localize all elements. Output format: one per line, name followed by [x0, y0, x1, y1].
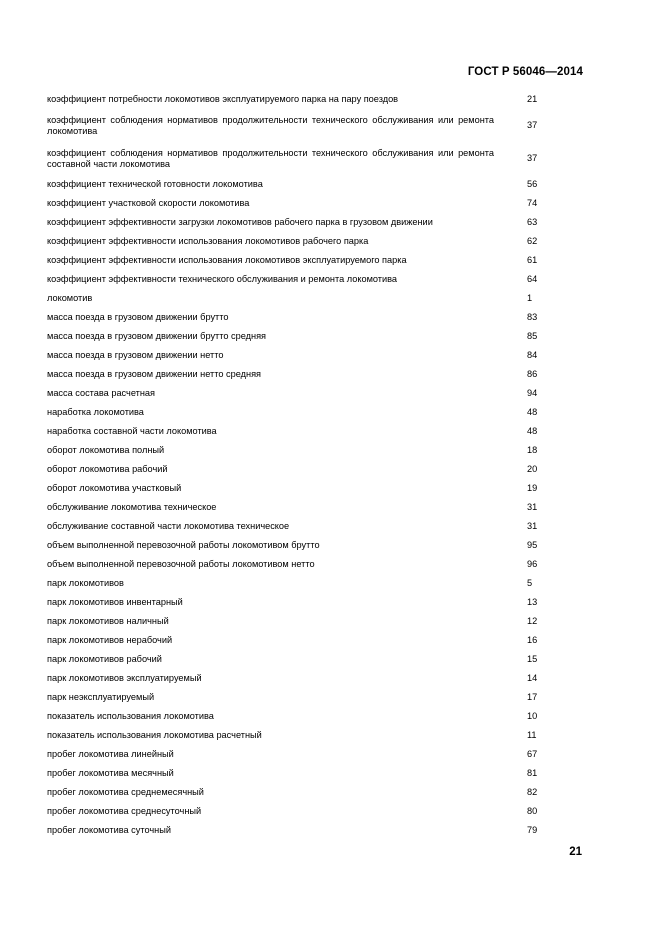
index-term: наработка локомотива	[47, 407, 144, 417]
term-number: 13	[527, 597, 538, 607]
index-term: парк локомотивов эксплуатируемый	[47, 673, 202, 683]
term-number: 10	[527, 711, 538, 721]
index-term: показатель использования локомотива расчетный	[47, 730, 262, 740]
index-term: масса поезда в грузовом движении нетто средняя	[47, 369, 262, 379]
index-term: коэффициент участковой скорости локомотива	[47, 198, 250, 208]
term-number: 84	[527, 350, 538, 360]
index-entry	[47, 498, 547, 517]
index-entry	[47, 441, 547, 460]
index-entry	[47, 422, 547, 441]
term-number: 12	[527, 616, 538, 626]
index-term: коэффициент потребности локомотивов эксплуатируемого парка на пару поездов	[47, 94, 399, 104]
term-number: 1	[527, 293, 533, 303]
index-term: пробег локомотива линейный	[47, 749, 174, 759]
index-term: парк локомотивов рабочий	[47, 654, 162, 664]
index-term: объем выполненной перевозочной работы локомотивом нетто	[47, 559, 315, 569]
index-term: обслуживание локомотива техническое	[47, 502, 217, 512]
term-number: 85	[527, 331, 538, 341]
index-term: показатель использования локомотива	[47, 711, 214, 721]
term-number: 96	[527, 559, 538, 569]
index-entry	[47, 232, 547, 251]
term-number: 74	[527, 198, 538, 208]
term-number: 67	[527, 749, 538, 759]
term-number: 11	[527, 730, 537, 740]
index-term: масса поезда в грузовом движении брутто	[47, 312, 229, 322]
index-entry	[47, 109, 547, 142]
index-entry	[47, 821, 547, 840]
index-term: коэффициент эффективности технического обслуживания и ремонта локомотива	[47, 274, 398, 284]
term-number: 15	[527, 654, 538, 664]
index-term: парк локомотивов	[47, 578, 124, 588]
term-number: 80	[527, 806, 538, 816]
index-term: масса поезда в грузовом движении нетто	[47, 350, 224, 360]
index-term: оборот локомотива рабочий	[47, 464, 168, 474]
index-term: парк локомотивов инвентарный	[47, 597, 183, 607]
index-term: парк локомотивов нерабочий	[47, 635, 173, 645]
term-number: 86	[527, 369, 538, 379]
index-entry	[47, 327, 547, 346]
index-entry	[47, 802, 547, 821]
index-entry	[47, 593, 547, 612]
index-entry	[47, 517, 547, 536]
term-number: 48	[527, 407, 538, 417]
index-term: пробег локомотива суточный	[47, 825, 171, 835]
term-number: 81	[527, 768, 538, 778]
term-number: 17	[527, 692, 538, 702]
term-number: 62	[527, 236, 538, 246]
index-term: объем выполненной перевозочной работы локомотивом брутто	[47, 540, 320, 550]
index-entry	[47, 479, 547, 498]
index-term: масса поезда в грузовом движении брутто средняя	[47, 331, 267, 341]
index-term: локомотив	[47, 293, 93, 303]
index-term: пробег локомотива месячный	[47, 768, 174, 778]
index-entry	[47, 403, 547, 422]
index-entry	[47, 90, 547, 109]
term-number: 79	[527, 825, 538, 835]
term-number: 21	[527, 94, 538, 104]
term-number: 94	[527, 388, 538, 398]
index-entry	[47, 555, 547, 574]
index-term: коэффициент эффективности использования локомотивов эксплуатируемого парка	[47, 255, 407, 265]
term-number: 63	[527, 217, 538, 227]
term-number: 48	[527, 426, 538, 436]
index-entry	[47, 783, 547, 802]
term-number: 31	[527, 521, 538, 531]
index-term: пробег локомотива среднесуточный	[47, 806, 202, 816]
index-term: коэффициент технической готовности локомотива	[47, 179, 263, 189]
index-term: обслуживание составной части локомотива техническое	[47, 521, 290, 531]
term-number: 37	[527, 153, 538, 163]
index-entry	[47, 669, 547, 688]
index-entry	[47, 612, 547, 631]
index-term: парк неэксплуатируемый	[47, 692, 155, 702]
index-entry	[47, 707, 547, 726]
index-entry	[47, 346, 547, 365]
index-term: коэффициент соблюдения нормативов продолжительности технического обслуживания или ремонта локомотива	[47, 114, 494, 136]
index-entry	[47, 270, 547, 289]
index-term: наработка составной части локомотива	[47, 426, 217, 436]
index-term: парк локомотивов наличный	[47, 616, 169, 626]
index-entry	[47, 688, 547, 707]
term-number: 37	[527, 120, 538, 130]
index-term: пробег локомотива среднемесячный	[47, 787, 204, 797]
index-entry	[47, 194, 547, 213]
index-term: оборот локомотива полный	[47, 445, 165, 455]
index-entry	[47, 764, 547, 783]
page-number: 21	[569, 846, 582, 858]
index-entry	[47, 745, 547, 764]
term-number: 64	[527, 274, 538, 284]
index-term: масса состава расчетная	[47, 388, 155, 398]
index-entry	[47, 726, 547, 745]
term-number: 14	[527, 673, 538, 683]
index-entry	[47, 251, 547, 270]
index-entry	[47, 213, 547, 232]
term-number: 16	[527, 635, 538, 645]
index-entry	[47, 650, 547, 669]
index-term: коэффициент эффективности загрузки локомотивов рабочего парка в грузовом движении	[47, 217, 433, 227]
index-term: коэффициент соблюдения нормативов продолжительности технического обслуживания или ремонта составной части локомотива	[47, 147, 494, 169]
term-number: 31	[527, 502, 538, 512]
index-entry	[47, 631, 547, 650]
index-entry	[47, 536, 547, 555]
document-code: ГОСТ Р 56046—2014	[467, 66, 583, 78]
term-number: 95	[527, 540, 538, 550]
index-entry	[47, 574, 547, 593]
term-number: 20	[527, 464, 538, 474]
index-entry	[47, 175, 547, 194]
index-entry	[47, 308, 547, 327]
index-term: коэффициент эффективности использования локомотивов рабочего парка	[47, 236, 369, 246]
index-entry	[47, 460, 547, 479]
alphabetical-index	[47, 90, 547, 840]
index-term: оборот локомотива участковый	[47, 483, 182, 493]
term-number: 5	[527, 578, 533, 588]
term-number: 83	[527, 312, 538, 322]
index-entry	[47, 384, 547, 403]
index-entry	[47, 289, 547, 308]
term-number: 19	[527, 483, 538, 493]
term-number: 61	[527, 255, 538, 265]
term-number: 56	[527, 179, 538, 189]
term-number: 18	[527, 445, 538, 455]
index-entry	[47, 365, 547, 384]
index-entry	[47, 142, 547, 175]
term-number: 82	[527, 787, 538, 797]
